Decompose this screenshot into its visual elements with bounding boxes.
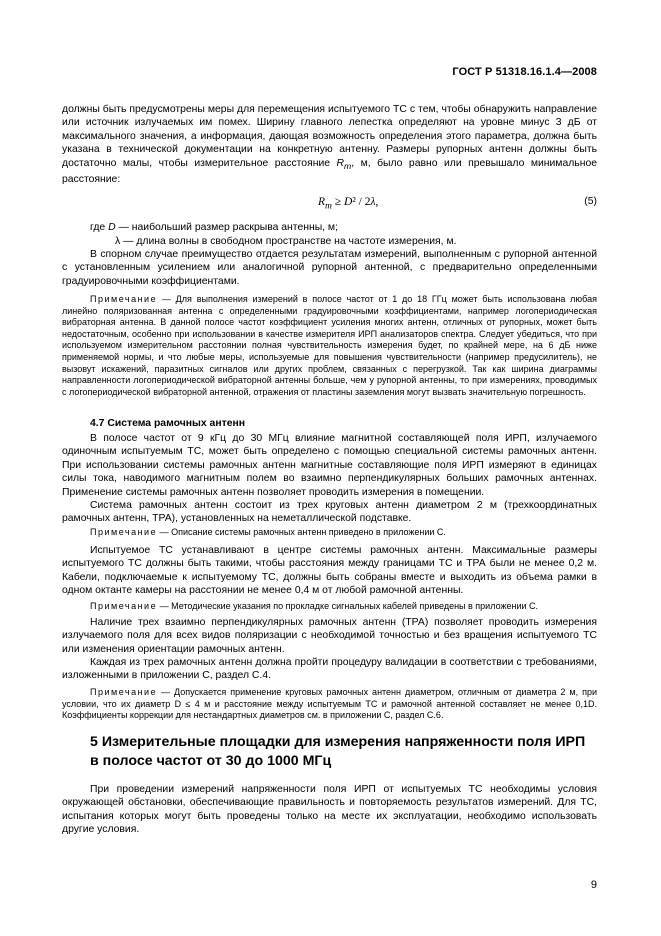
formula-row — [62, 196, 597, 212]
note-text: — Допускается применение круговых рамочных антенн диаметром, отличным от диаметра 2 м, при условии, что их диаметр D ≤ 4 м и расстояние между испытуемым ТС и рамочной антенной составляет не менее 0,1D. Коэффициенты коррекции для нестандартных диаметров см. в приложении С, раздел С.6. — [62, 687, 597, 721]
note-text: — Методические указания по прокладке сигнальных кабелей приведены в приложении С. — [159, 601, 539, 611]
paragraph-validation: Каждая из трех рамочных антенн должна пройти процедуру валидации в соответствии с требованиями, изложенными в приложении С, раздел С.4. — [62, 657, 597, 682]
note-label: Примечание — [90, 687, 158, 697]
note-label: Примечание — [90, 294, 158, 304]
note-label: Примечание — [90, 527, 158, 537]
paragraph-text: должны быть предусмотрены меры для перемещения испытуемого ТС с тем, чтобы обнаружить направление или источник излучаемых им помех. Ширину главного лепестка определяют на уровне минус 3 дБ от максимального значения, а информация, дающая возможность определения этого параметра, должна быть указана в технической документации на конкретную антенну. Размеры рупорных антенн должны быть достаточно малы, чтобы измерительное расстояние $R_m$, м, было равно или превышало минимальное расстояние: — [62, 104, 597, 186]
formula-number: (5) — [584, 196, 597, 207]
paragraph-loop-intro: В полосе частот от 9 кГц до 30 МГц влияние магнитной составляющей поля ИРП, излучаемого одиночным испытуемым ТС, может быть определено с помощью специальной системы рамочных антенн. При использовании системы рамочных антенн магнитные составляющие поля ИРП измеряют в единицах силы тока, наводимого магнитным полем во взаимно перпендикулярных больших рамочных антеннах. Применение системы рамочных антенн позволяет проводить измерения в помещении. — [62, 433, 597, 498]
paragraph-tra: Наличие трех взаимно перпендикулярных рамочных антенн (ТРА) позволяет проводить измерения излучаемого поля для всех видов поляризации с необходимой точностью и без вращения испытуемого ТС или изменения ориентации рамочных антенн. — [62, 617, 597, 655]
formula: $R_m \ge D^2 / 2\lambda$, — [318, 196, 379, 212]
paragraph-dispute: В спорном случае преимущество отдается результатам измерений, выполненным с рупорной антенной с установленным усилением или аналогичной рупорной антенной, с предварительно определенными градуировочными коэффициентами. — [62, 249, 597, 287]
where-d: где D — наибольший размер раскрыва антенны, м; — [90, 222, 338, 233]
section-heading-4-7: 4.7 Система рамочных антенн — [90, 418, 246, 429]
paragraph-sites: При проведении измерений напряженности поля ИРП от испытуемых ТС необходимы условия окружающей обстановки, обеспечивающие правильность и повторяемость результатов измерений. Для ТС, испытания которых могут быть проведены только на месте их эксплуатации, необходимо использовать другие условия. — [62, 784, 597, 836]
note-label: Примечание — [90, 601, 158, 611]
note-4 — [62, 687, 597, 722]
section-heading-5: 5 Измерительные площадки для измерения напряженности поля ИРП в полосе частот от 30 до 1000 МГц — [90, 734, 586, 769]
note-3 — [62, 601, 597, 613]
note-1 — [62, 294, 597, 398]
where-lambda: λ — длина волны в свободном пространстве на частоте измерения, м. — [115, 236, 457, 247]
note-2 — [62, 527, 597, 539]
note-text: — Описание системы рамочных антенн приведено в приложении С. — [159, 527, 446, 537]
document-header: ГОСТ Р 51318.16.1.4—2008 — [452, 66, 597, 78]
paragraph-loop-system: Система рамочных антенн состоит из трех круговых антенн диаметром 2 м (трехкоординатных рамочных антенн, ТРА), установленных на неметаллической подставке. — [62, 500, 597, 525]
note-text: — Для выполнения измерений в полосе частот от 1 до 18 ГГц может быть использована любая линейно поляризованная антенна с определенными градуировочными коэффициентами, например логопериодическая вибраторная антенна. В данной полосе частот коэффициент усиления многих антенн, отличных от рупорных, может быть недостаточным, особенно при использовании в качестве измерителя ИРП анализаторов спектра. Следует убедиться, что при используемом измерительном расстоянии полная чувствительность измерения будет, по крайней мере, на 6 дБ ниже применяемой нормы, и что любые меры, используемые для повышения чувствительности (например предусилитель), не вызовут искажений, паразитных сигналов или других проблем, связанных с перегрузкой. Так как ширина диаграммы направленности логопериодической вибраторной антенны больше, чем у рупорной антенны, то при измерениях, проводимых с логопериодической вибраторной антенной, отражения от пластины заземления могут вызвать значительную погрешность. — [62, 294, 597, 397]
page-number: 9 — [590, 879, 597, 891]
paragraph-eut-placement: Испытуемое ТС устанавливают в центре системы рамочных антенн. Максимальные размеры испытуемого ТС должны быть такими, чтобы расстояния между границами ТС и ТРА были не менее 0,2 м. Кабели, подключаемые к испытуемому ТС, должны быть собраны вместе и выходить из объема рамки в одном октанте камеры на расстоянии не менее 0,4 м от любой рамочной антенны. — [62, 545, 597, 597]
paragraph-horn-antenna — [62, 103, 597, 187]
